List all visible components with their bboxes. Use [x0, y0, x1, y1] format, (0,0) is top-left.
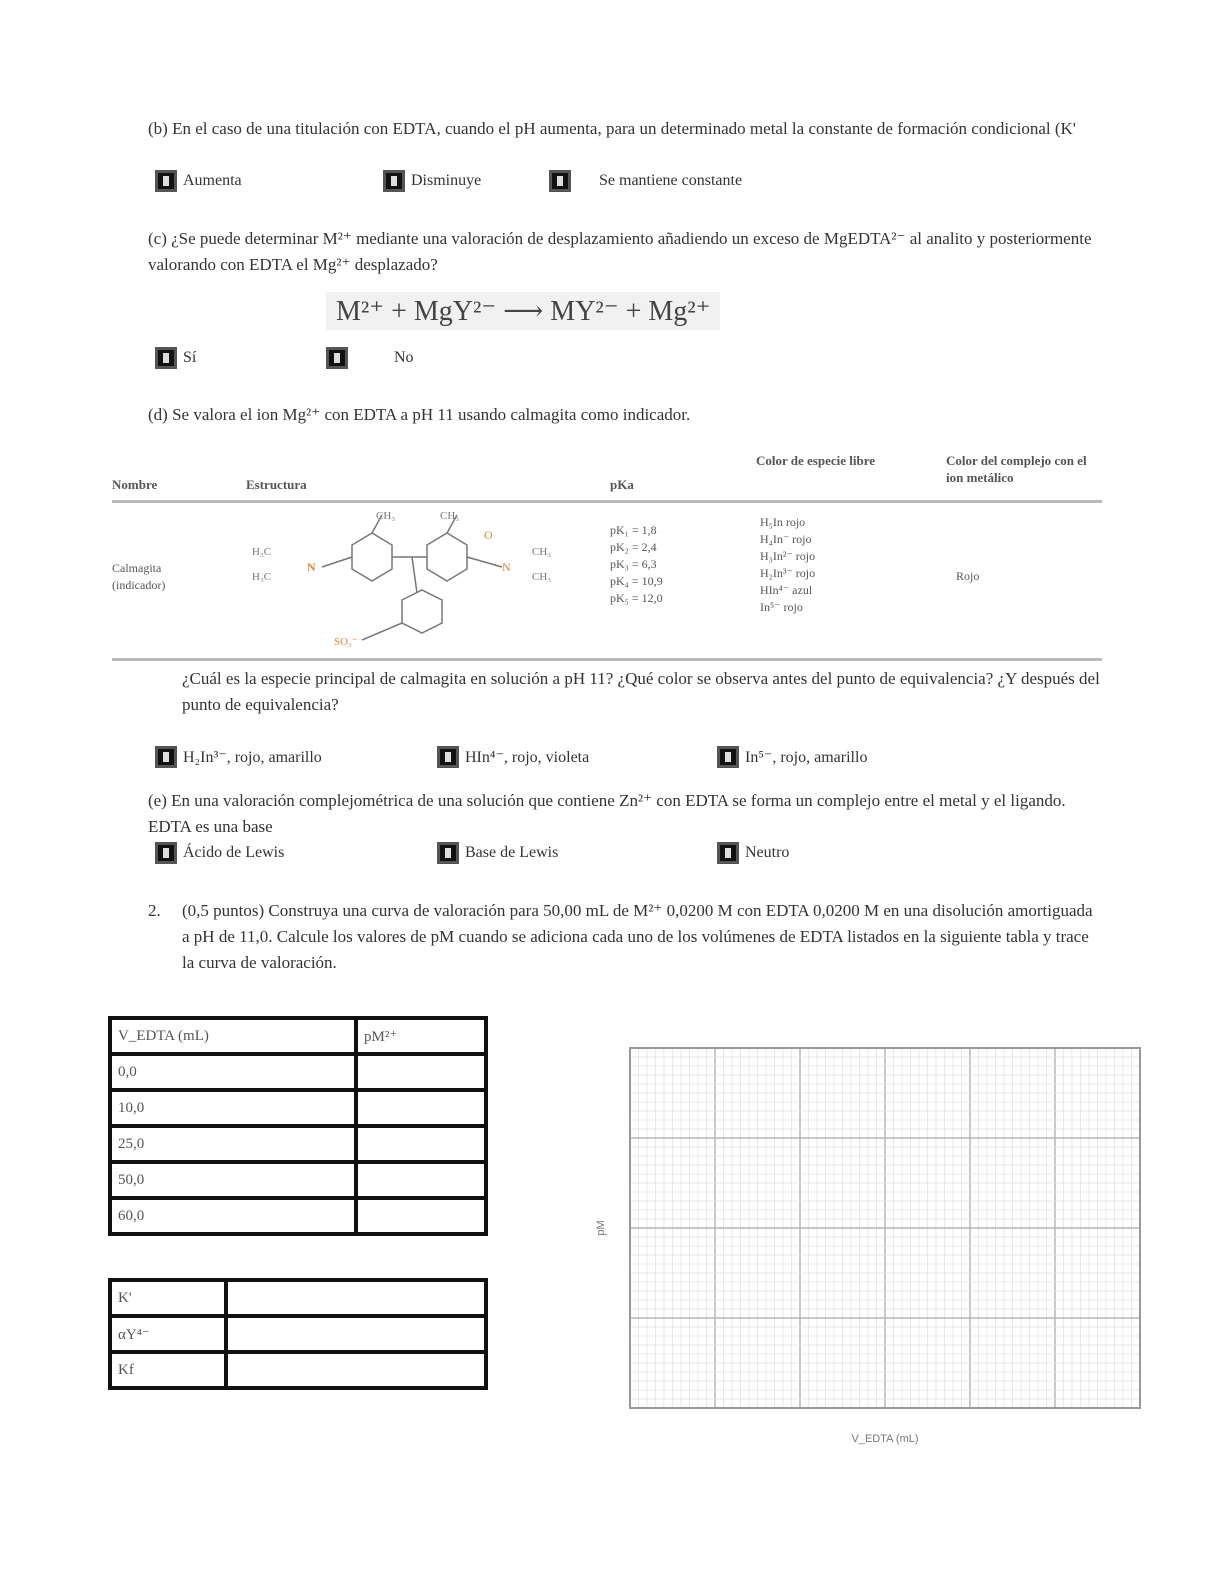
- checkbox-icon[interactable]: [437, 842, 459, 864]
- option-label: Se mantiene constante: [599, 172, 743, 189]
- volume-cell: 10,0: [110, 1090, 356, 1126]
- y-axis-label: pM: [595, 1220, 607, 1236]
- svg-text:O: O: [484, 528, 493, 542]
- species-color: H₂In³⁻ rojo: [760, 566, 816, 580]
- x-axis-label: V_EDTA (mL): [851, 1433, 919, 1445]
- svg-text:H₃C: H₃C: [252, 571, 272, 583]
- question-c-text: (c) ¿Se puede determinar M²⁺ mediante una valoración de desplazamiento añadiendo un exceso de MgEDTA²⁻ al analito y posteriormente valorando con EDTA el Mg²⁺ desplazado?: [148, 229, 1092, 274]
- question-2-number: 2.: [148, 901, 161, 920]
- constant-label: K': [110, 1280, 226, 1316]
- checkbox-icon[interactable]: [549, 170, 571, 192]
- option-e-2[interactable]: [437, 842, 558, 864]
- option-label: No: [394, 349, 414, 366]
- indicator-name-line: (indicador): [112, 578, 166, 592]
- table-header-row: [110, 1018, 486, 1054]
- svg-text:SO₃⁻: SO₃⁻: [334, 636, 358, 648]
- svg-text:H₃C: H₃C: [252, 546, 272, 558]
- option-e-3[interactable]: [717, 842, 789, 864]
- option-label: HIn⁴⁻, rojo, violeta: [465, 749, 590, 766]
- pm-input-cell[interactable]: [356, 1198, 486, 1234]
- table-row: [110, 1054, 486, 1090]
- pm-input-cell[interactable]: [356, 1090, 486, 1126]
- pm-input-cell[interactable]: [356, 1054, 486, 1090]
- table-row: [110, 1198, 486, 1234]
- indicator-name-line: Calmagita: [112, 561, 162, 575]
- species-color: In⁵⁻ rojo: [760, 600, 803, 614]
- option-label: Aumenta: [183, 172, 242, 189]
- question-e-text: (e) En una valoración complejométrica de una solución que contiene Zn²⁺ con EDTA se forma un complejo entre el metal y el ligando. EDTA es una base: [148, 791, 1066, 836]
- question-d-prompt: ¿Cuál es la especie principal de calmagita en solución a pH 11? ¿Qué color se observa antes del punto de equivalencia? ¿Y después del punto de equivalencia?: [182, 669, 1100, 714]
- question-d-text: (d) Se valora el ion Mg²⁺ con EDTA a pH 11 usando calmagita como indicador.: [148, 405, 691, 424]
- col-header-name: Nombre: [112, 477, 158, 492]
- svg-text:CH₃: CH₃: [532, 571, 552, 583]
- indicator-name: [112, 560, 165, 594]
- checkbox-icon[interactable]: [155, 347, 177, 369]
- volume-cell: 0,0: [110, 1054, 356, 1090]
- svg-text:N: N: [307, 560, 316, 574]
- option-b-1[interactable]: [155, 170, 242, 192]
- complex-color: Rojo: [956, 569, 980, 583]
- constant-label: αY⁴⁻: [110, 1316, 226, 1352]
- titration-table: [108, 1016, 488, 1236]
- option-c-1[interactable]: [155, 347, 196, 369]
- reaction-formula: M²⁺ + MgY²⁻ ⟶ MY²⁻ + Mg²⁺: [326, 292, 720, 330]
- constants-table: [108, 1278, 488, 1390]
- question-2-text: (0,5 puntos) Construya una curva de valoración para 50,00 mL de M²⁺ 0,0200 M con EDTA 0,0200 M en una disolución amortiguada a pH de 11,0. Calcule los valores de pM cuando se adiciona cada uno de los volúmenes de EDTA listados en la siguiente tabla y trace la curva de valoración.: [182, 901, 1093, 972]
- table-header-cell: V_EDTA (mL): [110, 1018, 356, 1054]
- pka-list: [610, 522, 663, 607]
- option-b-3[interactable]: [549, 170, 742, 192]
- pka-value: pK₅ = 12,0: [610, 591, 663, 605]
- col-header-pka: pKa: [610, 477, 634, 492]
- option-label: Ácido de Lewis: [183, 844, 285, 861]
- species-color: H₄In⁻ rojo: [760, 532, 812, 546]
- checkbox-icon[interactable]: [155, 746, 177, 768]
- checkbox-icon[interactable]: [155, 170, 177, 192]
- table-row: [110, 1280, 486, 1316]
- pka-value: pK₂ = 2,4: [610, 540, 657, 554]
- pka-value: pK₃ = 6,3: [610, 557, 657, 571]
- table-row: [110, 1162, 486, 1198]
- col-header-structure: Estructura: [246, 477, 307, 492]
- constant-input-cell[interactable]: [226, 1316, 486, 1352]
- checkbox-icon[interactable]: [717, 842, 739, 864]
- table-header-cell: pM²⁺: [356, 1018, 486, 1054]
- free-color-list: [760, 514, 815, 616]
- option-label: H₂In³⁻, rojo, amarillo: [183, 749, 322, 766]
- checkbox-icon[interactable]: [326, 347, 348, 369]
- constant-input-cell[interactable]: [226, 1352, 486, 1388]
- option-label: Base de Lewis: [465, 844, 559, 861]
- option-label: Neutro: [745, 844, 790, 861]
- svg-text:N: N: [502, 560, 511, 574]
- option-d-2[interactable]: [437, 746, 589, 768]
- option-c-2[interactable]: [326, 347, 414, 369]
- table-row: [110, 1316, 486, 1352]
- checkbox-icon[interactable]: [155, 842, 177, 864]
- volume-cell: 50,0: [110, 1162, 356, 1198]
- species-color: HIn⁴⁻ azul: [760, 583, 813, 597]
- species-color: H₅In rojo: [760, 515, 806, 529]
- volume-cell: 25,0: [110, 1126, 356, 1162]
- checkbox-icon[interactable]: [437, 746, 459, 768]
- option-b-2[interactable]: [383, 170, 481, 192]
- species-color: H₃In²⁻ rojo: [760, 549, 816, 563]
- calmagite-structure: [252, 505, 572, 655]
- svg-text:CH₃: CH₃: [376, 510, 396, 522]
- table-top-rule: [112, 500, 1102, 503]
- option-label: Sí: [183, 349, 197, 366]
- col-header-free-color: Color de especie libre: [756, 453, 876, 468]
- table-row: [110, 1126, 486, 1162]
- table-row: [110, 1352, 486, 1388]
- constant-input-cell[interactable]: [226, 1280, 486, 1316]
- table-row: [110, 1090, 486, 1126]
- option-label: In⁵⁻, rojo, amarillo: [745, 749, 868, 766]
- constant-label: Kf: [110, 1352, 226, 1388]
- svg-text:CH₃: CH₃: [532, 546, 552, 558]
- volume-cell: 60,0: [110, 1198, 356, 1234]
- option-d-3[interactable]: [717, 746, 867, 768]
- option-d-1[interactable]: [155, 746, 322, 768]
- pka-value: pK₁ = 1,8: [610, 523, 657, 537]
- checkbox-icon[interactable]: [717, 746, 739, 768]
- checkbox-icon[interactable]: [383, 170, 405, 192]
- pm-input-cell[interactable]: [356, 1162, 486, 1198]
- option-e-1[interactable]: [155, 842, 284, 864]
- option-label: Disminuye: [411, 172, 482, 189]
- question-b-text: (b) En el caso de una titulación con EDTA, cuando el pH aumenta, para un determinado metal la constante de formación condicional (K': [148, 119, 1076, 138]
- pm-input-cell[interactable]: [356, 1126, 486, 1162]
- pka-value: pK₄ = 10,9: [610, 574, 663, 588]
- col-header-complex-color: Color del complejo con el ion metálico: [946, 453, 1087, 485]
- table-bottom-rule: [112, 658, 1102, 661]
- titration-curve-grid[interactable]: [590, 1040, 1160, 1450]
- svg-text:CH₃: CH₃: [440, 510, 460, 522]
